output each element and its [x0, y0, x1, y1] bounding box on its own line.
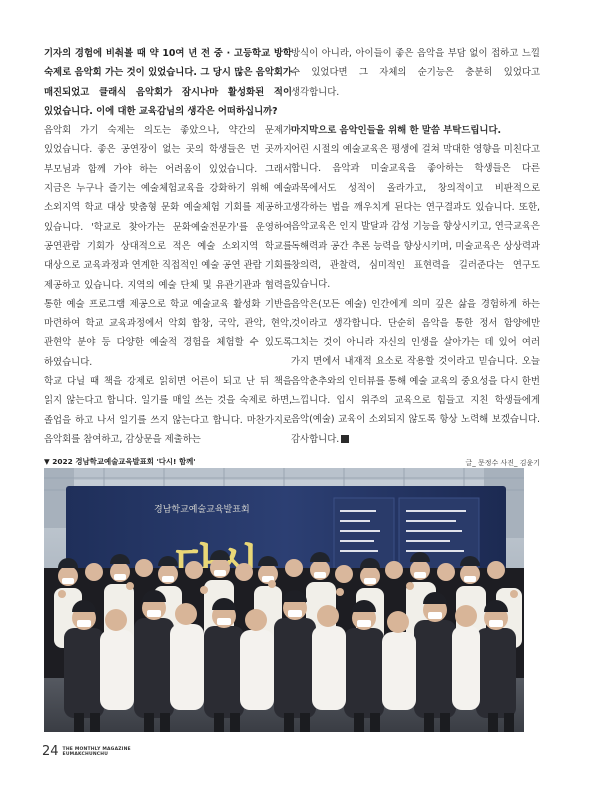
left-column — [44, 44, 292, 449]
answer-paragraph-2: 학교 다닐 때 책을 강제로 읽히면 어른이 되고 난 뒤 책을 읽지 않는다고 합니다. 일기를 매일 쓰는 것을 숙제로 하면, 졸업을 하고 나서 일기를 쓰지 않는다고 합니다. 마찬가지로 음악회를 참여하고, 감상문을 제출하는 — [44, 376, 292, 445]
answer-continuation: 방식이 아니라, 아이들이 좋은 음악을 부담 없이 접하고 느낄 수 있었다면 그 자체의 순기능은 충분히 있었다고 생각합니다. — [291, 48, 540, 98]
end-mark-icon — [341, 435, 349, 443]
magazine-name-line1: THE MONTHLY MAGAZINE — [62, 746, 131, 752]
magazine-logo — [63, 747, 131, 757]
interview-question: 기자의 경험에 비춰볼 때 약 10여 년 전 중 · 고등학교 방학 숙제로 음악회 가는 것이 있었습니다. 그 당시 많은 음악회가 매진되었고 클래식 음악회가 잠시나마 활성화된 적이 있었습니다. 이에 대한 교육감님의 생각은 어떠하십니까? — [44, 48, 292, 117]
right-column — [291, 44, 540, 449]
magazine-name-line2: EUMAKCHUNCHU — [62, 751, 109, 757]
answer-paragraph-1: 음악회 가기 숙제는 의도는 좋았으나, 약간의 문제가 있었습니다. 좋은 공연장이 없는 곳의 학생들은 먼 곳까지 부모님과 함께 가야 하는 어려움이 있었습니다. 그래서 지금은 누구나 즐기는 예술체험교육을 강화하기 위해 예술 소외지역 학교 대상 맞춤형 문화 예술체험 기회를 제공하고 있습니다. '학교로 찾아가는 문화예술전문가'를 운영하여 공연관람 기회가 상대적으로 적은 예술 소외지역 학교를 대상으로 교육과정과 연계한 직접적인 예술 공연 관람 기회를 제공하고 있습니다. 지역의 예술 단체 및 유관기관과 협력을 통한 예술 프로그램 제공으로 학교 예술교육 활성화 기반을 마련하여 학교 교육과정에서 악회 합창, 국악, 관악, 현악, 관현악 분야 등 다양한 예술적 경험을 체험할 수 있도록 하였습니다. — [44, 125, 292, 368]
group-photo-illustration — [44, 468, 524, 732]
final-answer-paragraph-1: 어린 시절의 예술교육은 평생에 걸쳐 막대한 영향을 미친다고 합니다. 음악과 미술교육을 좋아하는 학생들은 다른 과목에서도 성적이 올라가고, 창의적이고 비판적으로 생각하는 법을 깨우치게 된다는 연구결과도 있습니다. 또한, 음악교육은 인지 발달과 감성 기능을 향상시키고, 연극교육은 독해력과 공간 추론 능력을 향상시키며, 미술교육은 상상력과 창의력, 관찰력, 심미적인 표현력을 길러준다는 연구도 있습니다. — [291, 144, 540, 291]
final-question-heading: 마지막으로 음악인들을 위해 한 말씀 부탁드립니다. — [291, 124, 502, 136]
photo-caption: ▼ 2022 경남학교예술교육발표회 '다시! 함께' — [44, 457, 196, 466]
final-answer-paragraph-2: 음악은(모든 예술) 인간에게 의미 깊은 삶을 경험하게 하는 것이라고 생각합니다. 단순히 음악을 통한 정서 함양에만 그치는 것이 아니라 자신의 인생을 살아가는 데 있어 여러 가지 면에서 내재적 요소로 작용할 것이라고 믿습니다. 오늘 음악춘추와의 인터뷰를 통해 예술 교육의 중요성을 다시 한번 느낍니다. 입시 위주의 교육으로 힘들고 지친 학생들에게 음악(예술) 교육이 소외되지 않도록 항상 노력해 보겠습니다. 감사합니다. — [291, 298, 540, 445]
page-footer — [42, 744, 131, 759]
group-photo — [44, 468, 524, 732]
banner-title: 경남학교예술교육발표회 — [154, 505, 250, 515]
page-number: 24 — [42, 744, 59, 759]
author-credit: 글_ 문정수 사진_ 김윤기 — [465, 459, 540, 467]
